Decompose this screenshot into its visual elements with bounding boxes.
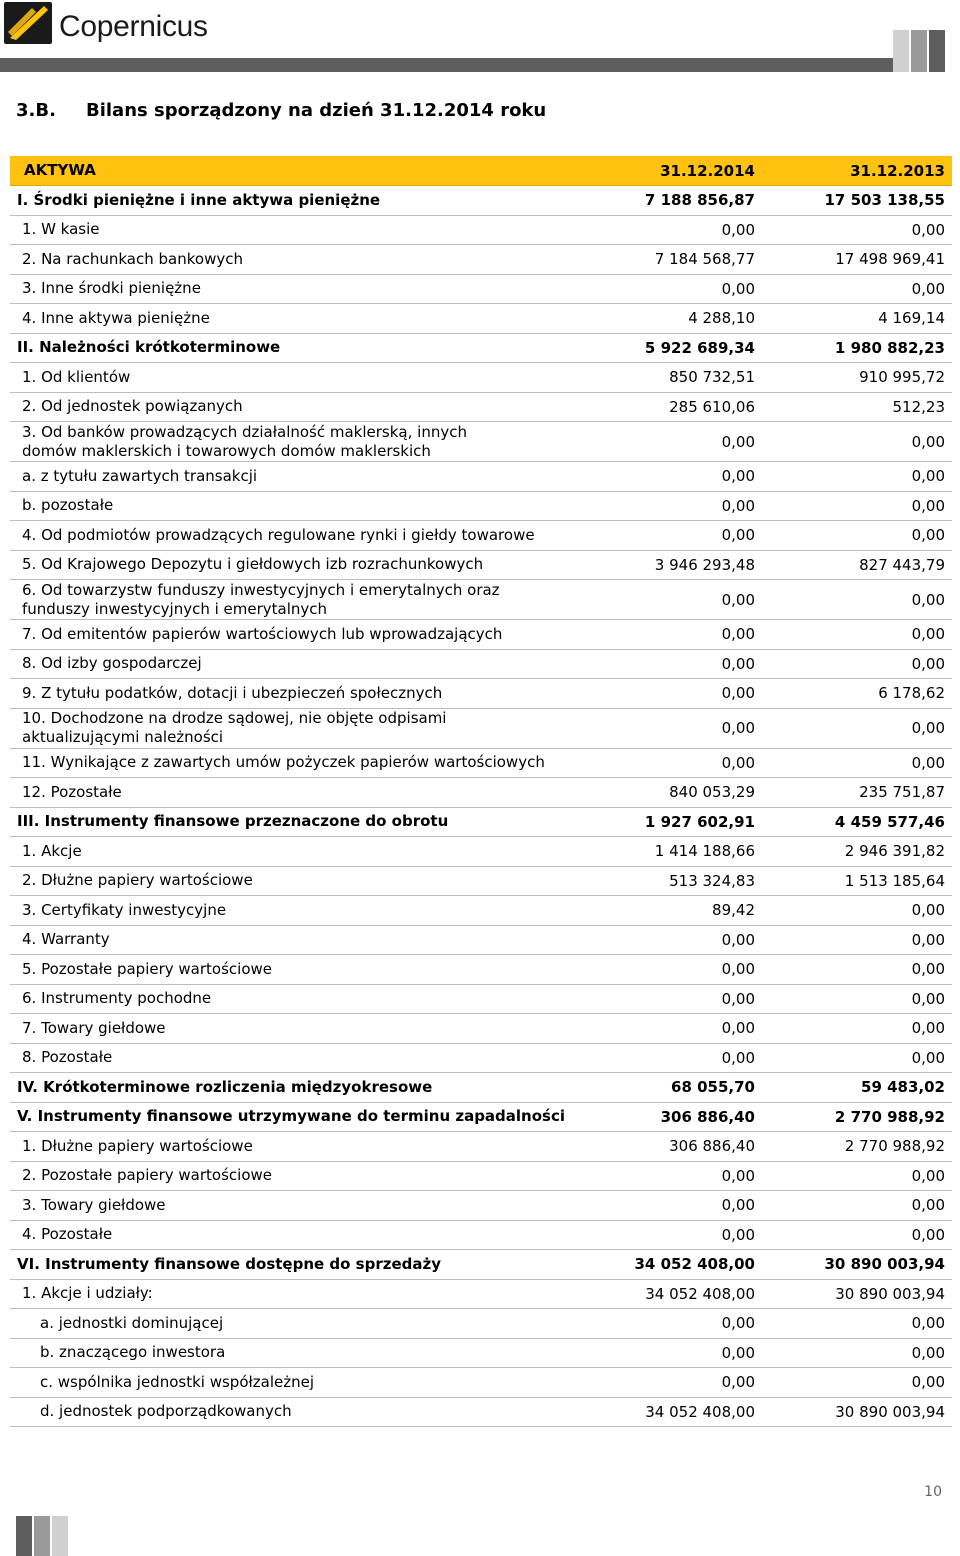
row-value-2014: 0,00 (721, 526, 755, 545)
row-value-2013: 0,00 (911, 753, 945, 772)
row-value-2014: 0,00 (721, 719, 755, 737)
section-title (16, 100, 546, 121)
page-number: 10 (924, 1484, 942, 1500)
table-row (10, 955, 952, 985)
row-value-2013: 30 890 003,94 (835, 1402, 945, 1421)
header-col-2014: 31.12.2014 (660, 161, 755, 180)
table-row (10, 334, 952, 364)
table-row (10, 749, 952, 779)
row-value-2014: 3 946 293,48 (654, 555, 755, 574)
table-row (10, 896, 952, 926)
section-number: 3.B. (16, 100, 56, 121)
row-value-2013: 6 178,62 (878, 684, 945, 703)
row-label: 2. Dłużne papiery wartościowe (22, 871, 253, 890)
table-row (10, 1250, 952, 1280)
header-col-2013: 31.12.2013 (850, 161, 945, 180)
row-value-2014: 840 053,29 (669, 783, 755, 802)
row-label: d. jednostek podporządkowanych (40, 1402, 292, 1421)
row-label: 1. Akcje (22, 841, 82, 860)
row-label: 8. Pozostałe (22, 1048, 113, 1067)
row-label: b. znaczącego inwestora (40, 1343, 226, 1362)
table-row (10, 580, 952, 620)
row-value-2013: 827 443,79 (859, 555, 945, 574)
row-value-2013: 4 169,14 (878, 309, 945, 328)
table-row (10, 1280, 952, 1310)
row-label: VI. Instrumenty finansowe dostępne do sprzedaży (17, 1254, 442, 1273)
section-title-text: Bilans sporządzony na dzień 31.12.2014 roku (86, 100, 547, 121)
row-label: 8. Od izby gospodarczej (22, 654, 202, 673)
row-value-2014: 285 610,06 (669, 397, 755, 416)
table-row (10, 1162, 952, 1192)
row-label: b. pozostałe (22, 496, 114, 515)
row-value-2013: 0,00 (911, 1196, 945, 1215)
row-value-2014: 0,00 (721, 684, 755, 703)
row-value-2013: 2 946 391,82 (844, 842, 945, 861)
row-label: 7. Towary giełdowe (22, 1018, 166, 1037)
table-row (10, 1309, 952, 1339)
row-label: 3. Certyfikaty inwestycyjne (22, 900, 227, 919)
row-label: 1. W kasie (22, 220, 100, 239)
row-label: 5. Pozostałe papiery wartościowe (22, 959, 272, 978)
table-row (10, 650, 952, 680)
row-value-2013: 0,00 (911, 719, 945, 737)
row-value-2014: 0,00 (721, 1166, 755, 1185)
row-label: a. z tytułu zawartych transakcji (22, 466, 258, 485)
row-value-2013: 910 995,72 (859, 368, 945, 387)
table-row (10, 985, 952, 1015)
row-label: c. wspólnika jednostki współzależnej (40, 1372, 314, 1391)
page-header (0, 0, 960, 74)
row-value-2014: 7 184 568,77 (654, 250, 755, 269)
row-label: I. Środki pieniężne i inne aktywa pieniężne (17, 190, 381, 209)
row-value-2014: 0,00 (721, 654, 755, 673)
row-value-2013: 0,00 (911, 654, 945, 673)
row-label: II. Należności krótkoterminowe (17, 338, 281, 357)
row-label: 11. Wynikające z zawartych umów pożyczek papierów wartościowych (22, 753, 545, 772)
row-value-2014: 0,00 (721, 220, 755, 239)
row-value-2014: 0,00 (721, 467, 755, 486)
header-label: AKTYWA (24, 161, 96, 179)
table-row (10, 778, 952, 808)
row-value-2013: 1 513 185,64 (844, 871, 945, 890)
row-value-2013: 0,00 (911, 220, 945, 239)
row-value-2014: 306 886,40 (669, 1137, 755, 1156)
row-value-2013: 2 770 988,92 (844, 1137, 945, 1156)
row-value-2014: 0,00 (721, 496, 755, 515)
row-value-2014: 513 324,83 (669, 871, 755, 890)
row-value-2013: 0,00 (911, 930, 945, 949)
table-row (10, 1221, 952, 1251)
row-label: IV. Krótkoterminowe rozliczenia międzyokresowe (17, 1077, 433, 1096)
row-label: 2. Na rachunkach bankowych (22, 249, 243, 268)
row-value-2013: 0,00 (911, 1225, 945, 1244)
row-label: 4. Pozostałe (22, 1225, 113, 1244)
row-value-2014: 0,00 (721, 625, 755, 644)
header-decor-icon (893, 28, 945, 72)
row-label: 6. Od towarzystw funduszy inwestycyjnych i emerytalnych oraz funduszy inwestycyjnych i emerytalnych (22, 580, 500, 618)
row-value-2014: 0,00 (721, 1373, 755, 1392)
row-value-2014: 34 052 408,00 (645, 1402, 755, 1421)
table-row (10, 245, 952, 275)
row-value-2014: 0,00 (721, 1343, 755, 1362)
row-value-2014: 68 055,70 (671, 1078, 755, 1097)
row-value-2014: 1 927 602,91 (644, 812, 755, 831)
row-value-2013: 0,00 (911, 1166, 945, 1185)
table-header-row (10, 156, 952, 186)
row-value-2013: 0,00 (911, 496, 945, 515)
row-value-2014: 850 732,51 (669, 368, 755, 387)
row-value-2014: 0,00 (721, 989, 755, 1008)
row-value-2013: 0,00 (911, 625, 945, 644)
row-value-2013: 0,00 (911, 526, 945, 545)
table-row (10, 1073, 952, 1103)
row-value-2013: 30 890 003,94 (835, 1284, 945, 1303)
row-value-2014: 0,00 (721, 1048, 755, 1067)
table-row (10, 186, 952, 216)
row-label: a. jednostki dominującej (40, 1313, 224, 1332)
row-label: 2. Pozostałe papiery wartościowe (22, 1166, 272, 1185)
row-value-2014: 0,00 (721, 960, 755, 979)
row-value-2013: 4 459 577,46 (834, 812, 945, 831)
row-value-2013: 59 483,02 (861, 1078, 945, 1097)
row-value-2013: 0,00 (911, 1019, 945, 1038)
row-label: 9. Z tytułu podatków, dotacji i ubezpieczeń społecznych (22, 683, 443, 702)
table-row (10, 808, 952, 838)
row-label: 4. Od podmiotów prowadzących regulowane rynki i giełdy towarowe (22, 525, 535, 544)
table-row (10, 521, 952, 551)
row-label: 1. Akcje i udziały: (22, 1284, 153, 1303)
row-value-2014: 5 922 689,34 (644, 338, 755, 357)
brand-name: Copernicus (59, 10, 208, 43)
row-label: 12. Pozostałe (22, 782, 122, 801)
row-value-2013: 17 503 138,55 (824, 191, 945, 210)
table-row (10, 393, 952, 423)
row-value-2013: 0,00 (911, 1373, 945, 1392)
table-row (10, 867, 952, 897)
table-row (10, 1103, 952, 1133)
row-value-2013: 0,00 (911, 279, 945, 298)
row-value-2014: 0,00 (721, 930, 755, 949)
row-value-2014: 7 188 856,87 (644, 191, 755, 210)
row-value-2014: 0,00 (721, 1225, 755, 1244)
row-label: 1. Dłużne papiery wartościowe (22, 1136, 253, 1155)
table-row (10, 275, 952, 305)
table-row (10, 1044, 952, 1074)
row-label: 4. Warranty (22, 930, 110, 949)
row-value-2013: 0,00 (911, 901, 945, 920)
row-label: 10. Dochodzone na drodze sądowej, nie objęte odpisami aktualizującymi należności (22, 709, 447, 746)
table-row (10, 551, 952, 581)
row-value-2013: 17 498 969,41 (835, 250, 945, 269)
row-value-2013: 0,00 (911, 590, 945, 609)
row-label: 2. Od jednostek powiązanych (22, 397, 243, 416)
table-row (10, 1014, 952, 1044)
row-label: 3. Towary giełdowe (22, 1195, 166, 1214)
table-row (10, 620, 952, 650)
row-label: 3. Od banków prowadzących działalność maklerską, innych domów maklerskich i towarowych domów maklerskich (22, 422, 467, 460)
table-row (10, 1368, 952, 1398)
row-value-2014: 0,00 (721, 1314, 755, 1333)
row-value-2014: 4 288,10 (688, 309, 755, 328)
row-value-2014: 89,42 (712, 901, 755, 920)
table-row (10, 422, 952, 462)
row-label: 7. Od emitentów papierów wartościowych lub wprowadzających (22, 624, 503, 643)
table-row (10, 216, 952, 246)
row-value-2014: 0,00 (721, 432, 755, 451)
copernicus-logo-icon (4, 2, 52, 44)
row-label: 1. Od klientów (22, 367, 131, 386)
table-row (10, 1191, 952, 1221)
table-row (10, 926, 952, 956)
row-value-2013: 235 751,87 (859, 783, 945, 802)
row-label: 4. Inne aktywa pieniężne (22, 308, 210, 327)
table-row (10, 1132, 952, 1162)
row-value-2013: 2 770 988,92 (834, 1107, 945, 1126)
table-row (10, 462, 952, 492)
table-row (10, 837, 952, 867)
row-value-2014: 34 052 408,00 (645, 1284, 755, 1303)
row-label: III. Instrumenty finansowe przeznaczone do obrotu (17, 812, 449, 831)
table-row (10, 363, 952, 393)
row-value-2013: 0,00 (911, 1343, 945, 1362)
row-value-2014: 34 052 408,00 (634, 1255, 755, 1274)
row-value-2013: 512,23 (892, 397, 945, 416)
row-value-2014: 306 886,40 (660, 1107, 755, 1126)
row-label: 3. Inne środki pieniężne (22, 279, 201, 298)
row-label: 6. Instrumenty pochodne (22, 989, 212, 1008)
row-value-2014: 0,00 (721, 279, 755, 298)
row-value-2013: 0,00 (911, 1314, 945, 1333)
row-value-2013: 0,00 (911, 1048, 945, 1067)
row-value-2014: 0,00 (721, 753, 755, 772)
row-value-2014: 0,00 (721, 590, 755, 609)
header-rule (0, 58, 893, 72)
row-value-2013: 30 890 003,94 (824, 1255, 945, 1274)
row-value-2013: 0,00 (911, 432, 945, 451)
table-row (10, 709, 952, 749)
row-value-2013: 0,00 (911, 960, 945, 979)
table-row (10, 1398, 952, 1428)
row-label: V. Instrumenty finansowe utrzymywane do terminu zapadalności (17, 1107, 565, 1126)
row-value-2014: 0,00 (721, 1019, 755, 1038)
row-value-2013: 0,00 (911, 989, 945, 1008)
row-value-2013: 1 980 882,23 (834, 338, 945, 357)
table-row (10, 492, 952, 522)
row-value-2014: 1 414 188,66 (654, 842, 755, 861)
row-label: 5. Od Krajowego Depozytu i giełdowych izb rozrachunkowych (22, 555, 484, 574)
row-value-2014: 0,00 (721, 1196, 755, 1215)
balance-sheet-table (10, 156, 952, 1427)
footer-decor-icon (16, 1516, 68, 1556)
table-row (10, 1339, 952, 1369)
table-row (10, 304, 952, 334)
table-row (10, 679, 952, 709)
row-value-2013: 0,00 (911, 467, 945, 486)
